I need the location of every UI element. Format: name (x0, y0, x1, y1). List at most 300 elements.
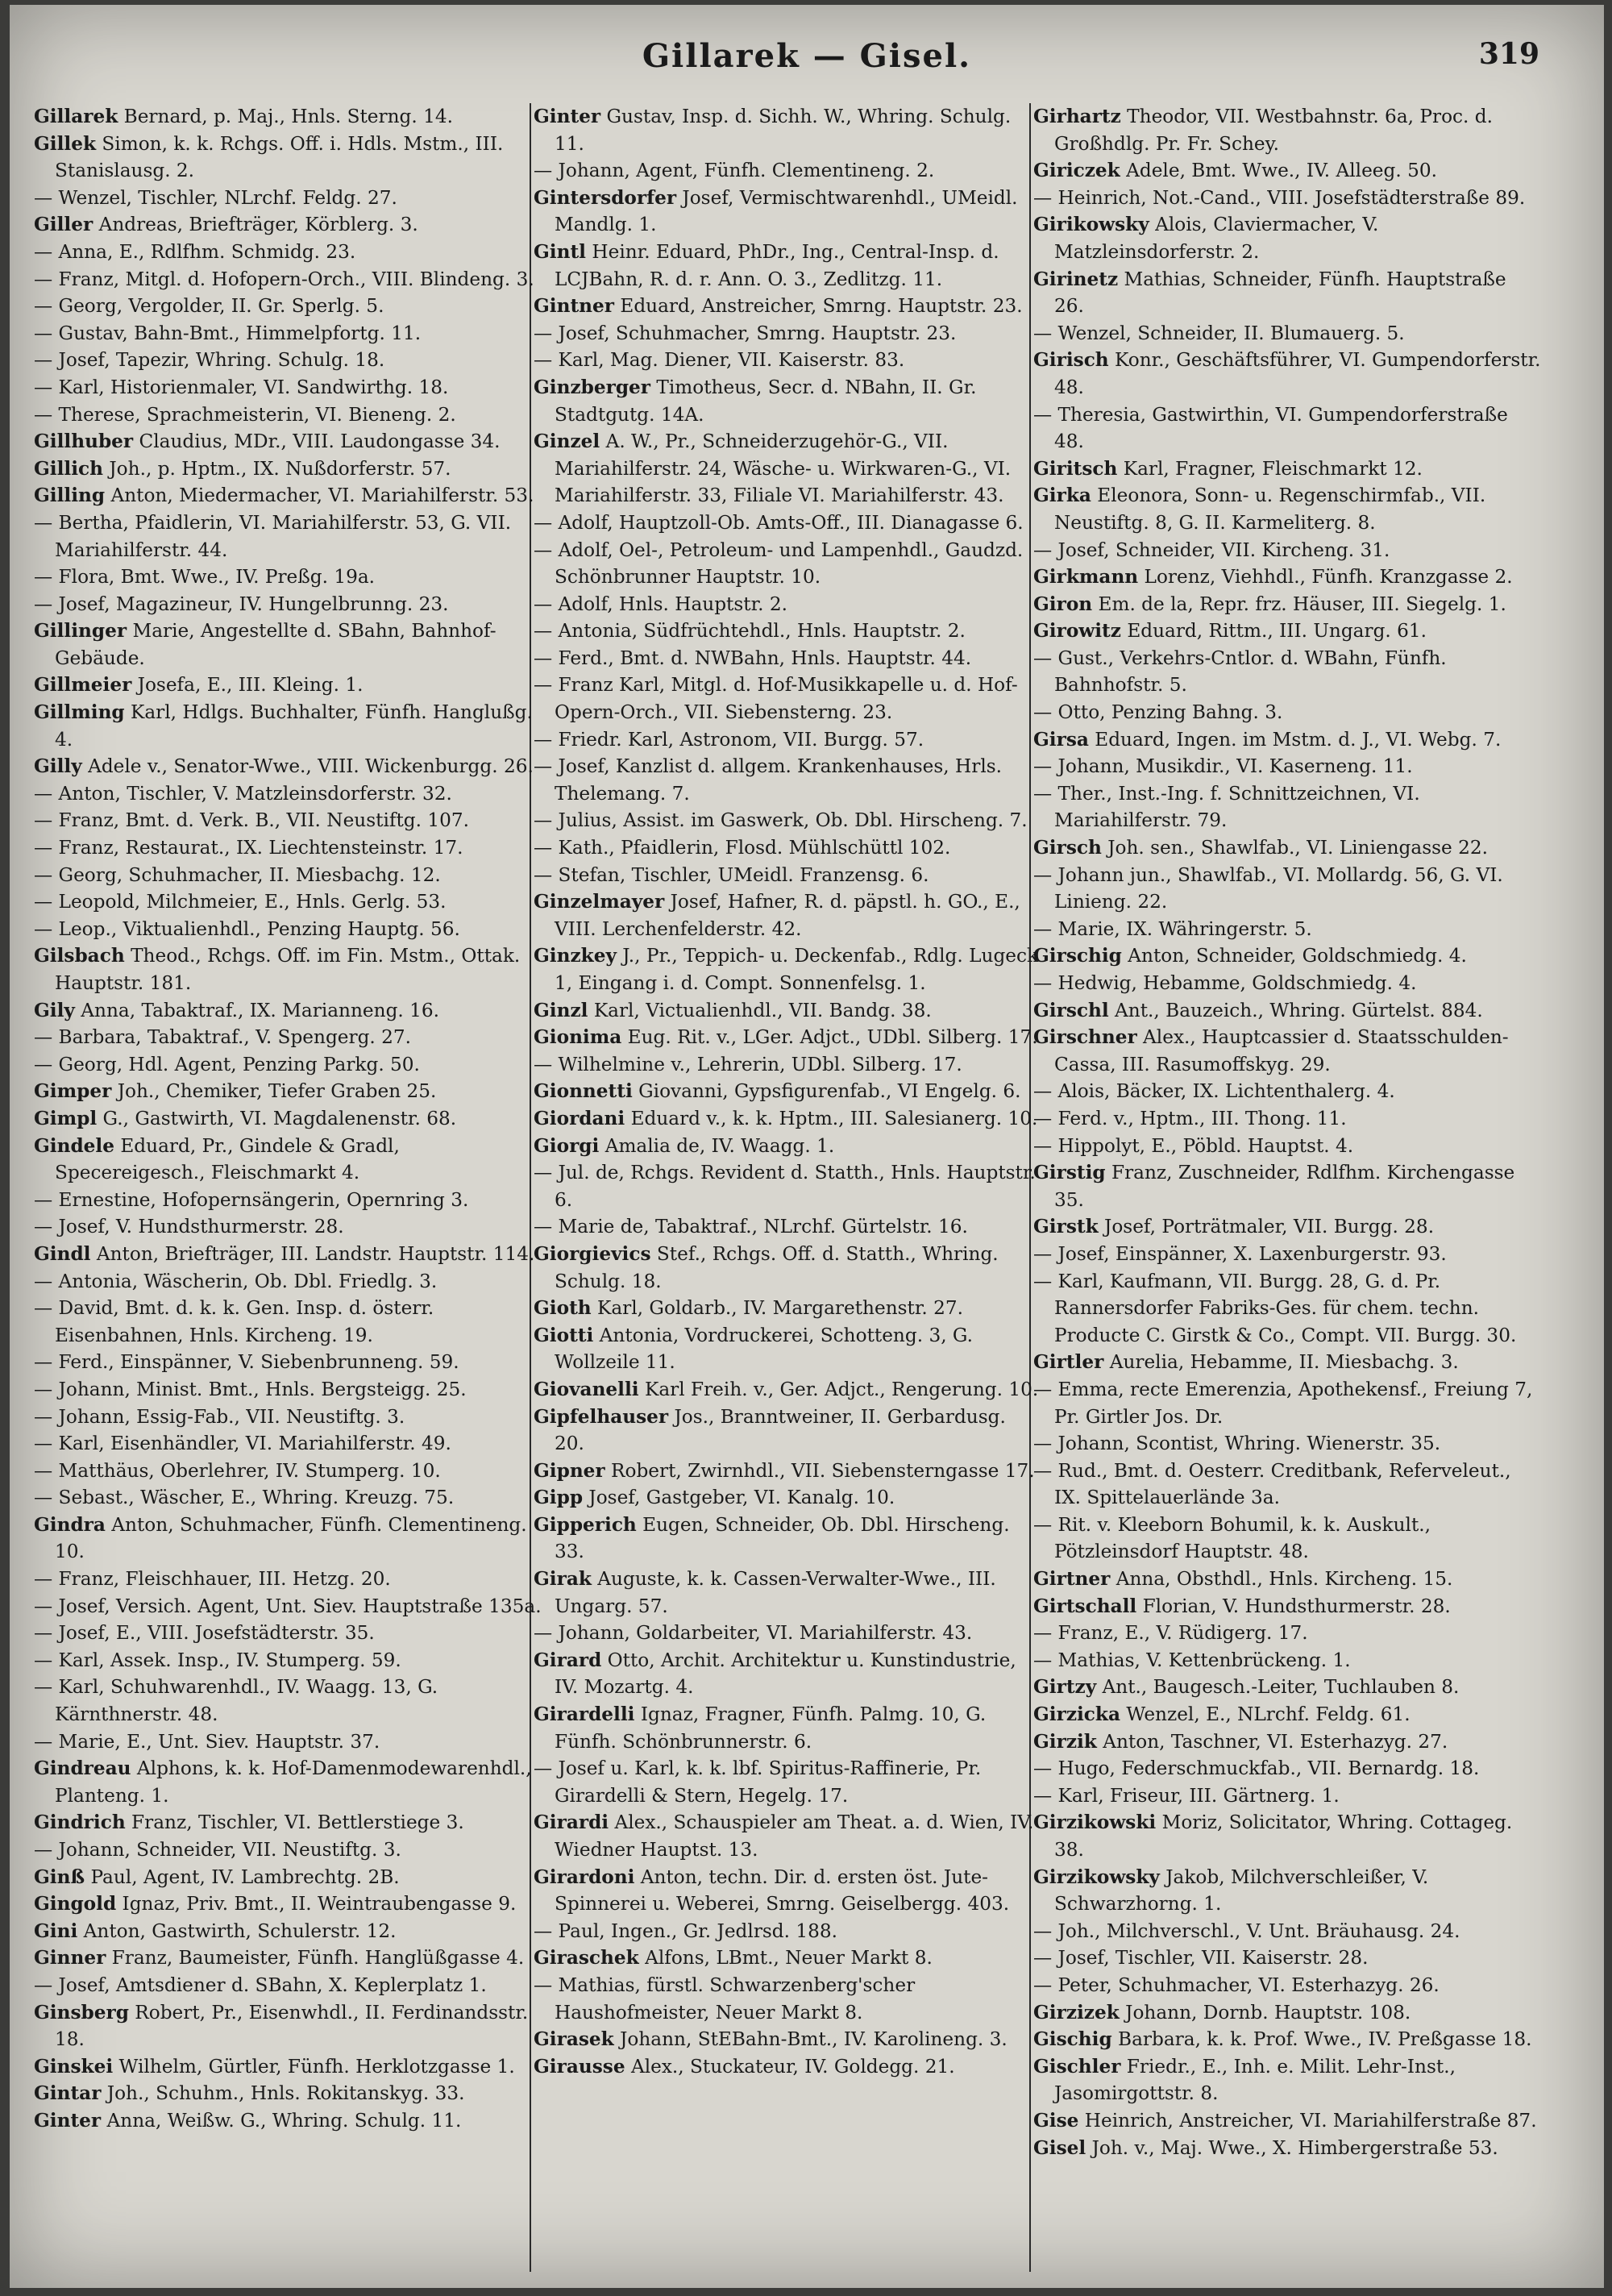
entry-details: Lorenz, Viehhdl., Fünfh. Kranzgasse 2. (1138, 566, 1513, 589)
entry-details: — Franz, Fleischhauer, III. Hetzg. 20. (34, 1568, 391, 1591)
entry-details: Karl, Goldarb., IV. Margarethenstr. 27. (591, 1297, 964, 1320)
directory-entry (534, 1159, 1041, 1213)
entry-surname: Girardelli (534, 1703, 635, 1726)
entry-details: — Ernestine, Hofopernsängerin, Opernring 3. (34, 1188, 469, 1211)
directory-entry (34, 1051, 542, 1079)
entry-details: — Marie, E., Unt. Siev. Hauptstr. 37. (34, 1730, 380, 1753)
entry-details: — Adolf, Hnls. Hauptstr. 2. (534, 593, 787, 615)
directory-entry (34, 455, 542, 483)
entry-surname: Girzikowsky (1033, 1866, 1160, 1888)
directory-entry (34, 266, 542, 293)
entry-surname: Girausse (534, 2055, 625, 2078)
directory-entry (534, 510, 1041, 537)
directory-entry (34, 1620, 542, 1647)
entry-details: — Stefan, Tischler, UMeidl. Franzensg. 6. (534, 863, 929, 886)
entry-details: — Karl, Kaufmann, VII. Burgg. 28, G. d. Pr. Rannersdorfer Fabriks-Ges. für chem. techn. Producte C. Girstk & Co., Compt. VII. Burgg. 30. (1033, 1270, 1517, 1346)
entry-details: — Marie, IX. Währingerstr. 5. (1033, 917, 1312, 940)
entry-surname: Girtschall (1033, 1595, 1137, 1617)
directory-entry (534, 157, 1041, 185)
entry-surname: Gily (34, 999, 75, 1021)
entry-surname: Gipfelhauser (534, 1405, 669, 1428)
entry-details: — Alois, Bäcker, IX. Lichtenthalerg. 4. (1033, 1080, 1395, 1103)
column-1 (34, 103, 542, 2135)
directory-entry (1033, 1701, 1541, 1728)
entry-details: — Theresia, Gastwirthin, VI. Gumpendorferstraße 48. (1033, 403, 1508, 453)
directory-entry (534, 862, 1041, 889)
entry-surname: Gilling (34, 485, 106, 507)
directory-entry (534, 239, 1041, 293)
entry-details: Joh., p. Hptm., IX. Nußdorferstr. 57. (103, 457, 451, 480)
directory-entry (534, 726, 1041, 754)
directory-entry (534, 591, 1041, 618)
entry-surname: Ginzl (534, 999, 588, 1021)
directory-entry (34, 428, 542, 455)
directory-entry (34, 1593, 542, 1620)
entry-details: Eduard, Pr., Gindele & Gradl, Specereigesch., Fleischmarkt 4. (55, 1134, 400, 1184)
entry-surname: Gingold (34, 1893, 117, 1915)
directory-entry (534, 1620, 1041, 1647)
entry-details: Bernard, p. Maj., Hnls. Sterng. 14. (118, 106, 454, 127)
entry-surname: Girinetz (1033, 268, 1119, 290)
entry-surname: Gimper (34, 1080, 112, 1103)
directory-entry (1033, 185, 1541, 212)
directory-entry (34, 2080, 542, 2107)
entry-details: Alex., Stuckateur, IV. Goldegg. 21. (625, 2055, 955, 2078)
directory-entry (1033, 862, 1541, 916)
directory-entry (1033, 1999, 1541, 2027)
entry-details: Johann, Dornb. Hauptstr. 108. (1119, 2001, 1411, 2024)
entry-details: — Julius, Assist. im Gaswerk, Ob. Dbl. Hirscheng. 7. (534, 809, 1028, 832)
directory-entry (1033, 1918, 1541, 1945)
directory-entry (1033, 157, 1541, 185)
directory-entry (1033, 1213, 1541, 1241)
entry-details: Anton, techn. Dir. d. ersten öst. Jute-Spinnerei u. Weberei, Smrng. Geiselbergg. 403. (555, 1866, 1010, 1915)
entry-surname: Ginsberg (34, 2001, 129, 2024)
entry-surname: Gionima (534, 1026, 622, 1049)
directory-entry (534, 942, 1041, 996)
entry-details: — Josef, Magazineur, IV. Hungelbrunng. 23. (34, 593, 449, 615)
entry-details: — Flora, Bmt. Wwe., IV. Preßg. 19a. (34, 566, 376, 589)
entry-details: Alfons, LBmt., Neuer Markt 8. (638, 1947, 933, 1969)
entry-surname: Gindra (34, 1513, 106, 1536)
entry-details: Robert, Pr., Eisenwhdl., II. Ferdinandsstr. 18. (55, 2001, 529, 2051)
entry-surname: Girkmann (1033, 566, 1139, 589)
entry-details: Anna, Weißw. G., Whring. Schulg. 11. (101, 2109, 462, 2132)
entry-details: — Leop., Viktualienhdl., Penzing Hauptg. 56. (34, 917, 460, 940)
entry-details: Johann, StEBahn-Bmt., IV. Karolineng. 3. (613, 2028, 1008, 2051)
entry-details: — Therese, Sprachmeisterin, VI. Bieneng. 2. (34, 403, 456, 426)
entry-details: — Sebast., Wäscher, E., Whring. Kreuzg. 75. (34, 1487, 455, 1509)
entry-surname: Ginskei (34, 2055, 114, 2078)
entry-surname: Ginzelmayer (534, 891, 665, 913)
entry-surname: Gioth (534, 1297, 592, 1320)
directory-entry (34, 2107, 542, 2135)
entry-details: Aurelia, Hebamme, II. Miesbachg. 3. (1103, 1351, 1459, 1374)
entry-details: — Franz Karl, Mitgl. d. Hof-Musikkapelle u. d. Hof-Opern-Orch., VII. Siebensterng. 23. (534, 674, 1018, 724)
entry-details: Adele v., Senator-Wwe., VIII. Wickenburgg. 26. (81, 755, 534, 778)
directory-entry (1033, 1755, 1541, 1782)
directory-entry (1033, 320, 1541, 347)
entry-surname: Girzizek (1033, 2001, 1120, 2024)
directory-entry (1033, 1241, 1541, 1268)
entry-details: — Josef u. Karl, k. k. lbf. Spiritus-Raffinerie, Pr. Girardelli & Stern, Hegelg. 17. (534, 1757, 982, 1807)
column-3 (1033, 103, 1541, 2161)
directory-entry (1033, 537, 1541, 564)
entry-details: Anna, Obsthdl., Hnls. Kircheng. 15. (1110, 1568, 1453, 1591)
directory-entry (534, 1701, 1041, 1755)
directory-entry (534, 1241, 1041, 1295)
entry-surname: Giron (1033, 593, 1093, 615)
directory-entry (34, 1945, 542, 1972)
directory-entry (534, 1322, 1041, 1376)
entry-surname: Girka (1033, 485, 1091, 507)
directory-entry (534, 1024, 1041, 1051)
entry-details: Amalia de, IV. Waagg. 1. (599, 1134, 835, 1157)
entry-details: — Mathias, fürstl. Schwarzenberg'scher Haushofmeister, Neuer Markt 8. (534, 1974, 916, 2024)
entry-surname: Gischler (1033, 2055, 1121, 2078)
directory-entry (1033, 2107, 1541, 2135)
entry-details: Ant., Baugesch.-Leiter, Tuchlauben 8. (1096, 1676, 1460, 1699)
entry-details: Josef, Gastgeber, VI. Kanalg. 10. (583, 1487, 895, 1509)
directory-entry (534, 1078, 1041, 1105)
entry-details: Mathias, Schneider, Fünfh. Hauptstraße 26. (1054, 268, 1506, 318)
entry-details: — Anna, E., Rdlfhm. Schmidg. 23. (34, 240, 356, 263)
entry-surname: Gintar (34, 2082, 102, 2105)
entry-details: — Johann, Schneider, VII. Neustiftg. 3. (34, 1839, 401, 1861)
directory-entry (34, 1484, 542, 1512)
entry-surname: Ginzkey (534, 945, 617, 967)
entry-details: Ignaz, Priv. Bmt., II. Weintraubengasse 9. (116, 1893, 517, 1915)
directory-entry (34, 482, 542, 510)
entry-details: — Kath., Pfaidlerin, Flosd. Mühlschüttl 102. (534, 837, 951, 859)
entry-details: Josef, Vermischtwarenhdl., UMeidl. Mandlg. 1. (555, 186, 1018, 236)
directory-entry (34, 1349, 542, 1376)
directory-entry (534, 1918, 1041, 1945)
entry-details: — Karl, Historienmaler, VI. Sandwirthg. 18. (34, 376, 449, 398)
entry-surname: Gionnetti (534, 1080, 633, 1103)
entry-details: — Gustav, Bahn-Bmt., Himmelpfortg. 11. (34, 322, 422, 344)
directory-entry (534, 1105, 1041, 1133)
entry-details: — Josef, Amtsdiener d. SBahn, X. Keplerplatz 1. (34, 1974, 487, 1996)
directory-entry (534, 428, 1041, 510)
entry-surname: Gipperich (534, 1513, 637, 1536)
directory-entry (1033, 699, 1541, 726)
entry-surname: Gipp (534, 1487, 584, 1509)
entry-surname: Gini (34, 1920, 78, 1942)
entry-details: Timotheus, Secr. d. NBahn, II. Gr. Stadtgutg. 14A. (555, 376, 977, 426)
entry-details: Anton, Briefträger, III. Landstr. Hauptstr. 114. (90, 1242, 535, 1265)
directory-entry (534, 807, 1041, 834)
entry-details: — Bertha, Pfaidlerin, VI. Mariahilferstr. 53, G. VII. Mariahilferstr. 44. (34, 511, 512, 561)
entry-details: — Heinrich, Not.-Cand., VIII. Josefstädterstraße 89. (1033, 186, 1526, 209)
directory-entry (1033, 970, 1541, 997)
directory-entry (34, 1512, 542, 1566)
directory-entry (534, 537, 1041, 591)
entry-details: — Adolf, Oel-, Petroleum- und Lampenhdl., Gaudzd. Schönbrunner Hauptstr. 10. (534, 539, 1024, 589)
directory-entry (34, 320, 542, 347)
entry-details: — Georg, Schuhmacher, II. Miesbachg. 12. (34, 863, 441, 886)
entry-surname: Girtler (1033, 1351, 1104, 1374)
entry-details: Anton, Schuhmacher, Fünfh. Clementineng. 10. (55, 1513, 527, 1563)
entry-surname: Gisel (1033, 2136, 1086, 2159)
entry-details: Giovanni, Gypsfigurenfab., VI Engelg. 6. (632, 1080, 1021, 1103)
directory-entry (34, 1647, 542, 1674)
entry-details: — Otto, Penzing Bahng. 3. (1033, 701, 1283, 724)
directory-entry (1033, 1105, 1541, 1133)
directory-entry (1033, 834, 1541, 862)
entry-details: — Barbara, Tabaktraf., V. Spengerg. 27. (34, 1026, 412, 1049)
directory-entry (34, 1213, 542, 1241)
directory-entry (534, 1051, 1041, 1079)
entry-surname: Girisch (1033, 349, 1109, 372)
running-head: Gillarek — Gisel. (642, 37, 972, 75)
directory-entry (34, 1187, 542, 1214)
directory-entry (1033, 591, 1541, 618)
entry-surname: Gintner (534, 295, 615, 318)
entry-details: Theodor, VII. Westbahnstr. 6a, Proc. d. Großhdlg. Pr. Fr. Schey. (1054, 106, 1493, 155)
directory-entry (1033, 942, 1541, 970)
directory-entry (1033, 1133, 1541, 1160)
entry-details: Karl, Victualienhdl., VII. Bandg. 38. (588, 999, 932, 1021)
directory-entry (534, 374, 1041, 428)
directory-entry (534, 1809, 1041, 1863)
directory-entry (1033, 1268, 1541, 1350)
directory-entry (34, 1674, 542, 1728)
entry-details: Anton, Schneider, Goldschmiedg. 4. (1121, 945, 1467, 967)
entry-details: — Paul, Ingen., Gr. Jedlrsd. 188. (534, 1920, 838, 1942)
entry-details: — Wenzel, Schneider, II. Blumauerg. 5. (1033, 322, 1405, 344)
entry-details: Joh. sen., Shawlfab., VI. Liniengasse 22. (1101, 837, 1488, 859)
entry-details: Anton, Gastwirth, Schulerstr. 12. (77, 1920, 397, 1942)
entry-details: — Johann, Essig-Fab., VII. Neustiftg. 3. (34, 1405, 405, 1428)
entry-details: Alois, Claviermacher, V. Matzleinsdorferstr. 2. (1054, 214, 1379, 263)
directory-entry (34, 103, 542, 131)
entry-details: — Josef, Kanzlist d. allgem. Krankenhauses, Hrls. Thelemang. 7. (534, 755, 1003, 805)
entry-details: — Karl, Friseur, III. Gärtnerg. 1. (1033, 1784, 1340, 1807)
entry-details: — Hedwig, Hebamme, Goldschmiedg. 4. (1033, 972, 1417, 994)
directory-entry (1033, 266, 1541, 320)
entry-details: Jakob, Milchverschleißer, V. Schwarzhorng. 1. (1054, 1866, 1429, 1915)
entry-details: Ant., Bauzeich., Whring. Gürtelst. 884. (1108, 999, 1483, 1021)
entry-details: Heinr. Eduard, PhDr., Ing., Central-Insp. d. LCJBahn, R. d. r. Ann. O. 3., Zedlitzg. 11. (555, 240, 999, 290)
entry-details: Joh. v., Maj. Wwe., X. Himbergerstraße 53. (1086, 2136, 1498, 2159)
directory-entry (1033, 780, 1541, 834)
directory-entry (34, 834, 542, 862)
entry-details: — Emma, recte Emerenzia, Apothekensf., Freiung 7, Pr. Girtler Jos. Dr. (1033, 1378, 1533, 1428)
directory-entry (34, 185, 542, 212)
entry-details: Claudius, MDr., VIII. Laudongasse 34. (133, 430, 501, 453)
entry-details: — Josef, Schuhmacher, Smrng. Hauptstr. 23. (534, 322, 957, 344)
entry-details: — Antonia, Wäscherin, Ob. Dbl. Friedlg. 3. (34, 1270, 438, 1292)
directory-entry (1033, 482, 1541, 536)
directory-entry (1033, 1566, 1541, 1593)
entry-surname: Gillinger (34, 620, 127, 643)
entry-surname: Girsa (1033, 728, 1089, 751)
directory-entry (34, 564, 542, 591)
directory-entry (534, 645, 1041, 672)
directory-entry (34, 1078, 542, 1105)
directory-entry (34, 2053, 542, 2081)
entry-details: — Josef, Tapezir, Whring. Schulg. 18. (34, 349, 385, 372)
entry-surname: Gintl (534, 240, 586, 263)
directory-entry (34, 1268, 542, 1296)
entry-details: — Josef, E., VIII. Josefstädterstr. 35. (34, 1622, 375, 1645)
directory-entry (1033, 997, 1541, 1025)
entry-details: — Franz, Restaurat., IX. Liechtensteinstr. 17. (34, 837, 463, 859)
entry-details: G., Gastwirth, VI. Magdalenenstr. 68. (97, 1107, 457, 1129)
entry-details: — Rud., Bmt. d. Oesterr. Creditbank, Referveleut., IX. Spittelauerlände 3a. (1033, 1459, 1511, 1509)
entry-details: — Antonia, Südfrüchtehdl., Hnls. Hauptstr. 2. (534, 620, 966, 643)
directory-entry (34, 131, 542, 185)
directory-entry (34, 672, 542, 699)
entry-details: — Joh., Milchverschl., V. Unt. Bräuhausg. 24. (1033, 1920, 1460, 1942)
directory-entry (34, 699, 542, 753)
entry-surname: Gindrich (34, 1811, 126, 1834)
entry-details: Paul, Agent, IV. Lambrechtg. 2B. (85, 1866, 400, 1888)
directory-entry (34, 1566, 542, 1593)
directory-entry (1033, 2026, 1541, 2053)
entry-details: — Anton, Tischler, V. Matzleinsdorferstr. 32. (34, 782, 452, 805)
entry-details: — Jul. de, Rchgs. Revident d. Statth., Hnls. Hauptstr. 6. (534, 1162, 1036, 1211)
entry-details: Anna, Tabaktraf., IX. Marianneng. 16. (74, 999, 440, 1021)
directory-entry (34, 1241, 542, 1268)
directory-entry (1033, 618, 1541, 645)
entry-surname: Giritsch (1033, 457, 1118, 480)
entry-details: Eduard, Anstreicher, Smrng. Hauptstr. 23. (614, 295, 1023, 318)
entry-surname: Gipner (534, 1459, 605, 1482)
directory-entry (34, 1376, 542, 1404)
entry-details: — Georg, Hdl. Agent, Penzing Parkg. 50. (34, 1053, 420, 1075)
directory-entry (34, 780, 542, 808)
entry-surname: Gindreau (34, 1757, 131, 1780)
entry-surname: Girardi (534, 1811, 609, 1834)
entry-surname: Girtzy (1033, 1676, 1097, 1699)
directory-entry (34, 1404, 542, 1431)
directory-entry (1033, 916, 1541, 943)
entry-details: — Hippolyt, E., Pöbld. Hauptst. 4. (1033, 1134, 1354, 1157)
directory-entry (34, 347, 542, 374)
entry-details: Josef, Porträtmaler, VII. Burgg. 28. (1098, 1216, 1435, 1238)
entry-surname: Giriczek (1033, 160, 1120, 182)
directory-entry (34, 807, 542, 834)
directory-entry (1033, 2053, 1541, 2107)
entry-details: — Franz, E., V. Rüdigerg. 17. (1033, 1622, 1308, 1645)
entry-surname: Girschner (1033, 1026, 1137, 1049)
directory-entry (34, 1972, 542, 1999)
directory-entry (534, 1647, 1041, 1701)
entry-surname: Girstig (1033, 1162, 1106, 1184)
directory-entry (34, 1728, 542, 1756)
entry-details: — Johann, Scontist, Whring. Wienerstr. 35. (1033, 1433, 1441, 1455)
entry-details: Franz, Zuschneider, Rdlfhm. Kirchengasse 35. (1054, 1162, 1515, 1211)
directory-entry (534, 1458, 1041, 1485)
entry-details: — Josef, Einspänner, X. Laxenburgerstr. 93. (1033, 1242, 1447, 1265)
entry-details: Otto, Archit. Architektur u. Kunstindustrie, IV. Mozartg. 4. (555, 1649, 1016, 1699)
entry-details: — Ferd., Bmt. d. NWBahn, Hnls. Hauptstr. 44. (534, 647, 972, 669)
entry-surname: Girikowsky (1033, 214, 1149, 236)
entry-details: — Franz, Bmt. d. Verk. B., VII. Neustiftg. 107. (34, 809, 469, 832)
entry-surname: Ginß (34, 1866, 85, 1888)
entry-surname: Girardoni (534, 1866, 635, 1888)
entry-surname: Gillmeier (34, 674, 132, 697)
directory-entry (534, 1404, 1041, 1458)
entry-surname: Gimpl (34, 1107, 98, 1129)
entry-details: Konr., Geschäftsführer, VI. Gumpendorferstr. 48. (1054, 349, 1541, 398)
directory-entry (34, 1755, 542, 1809)
directory-entry (534, 320, 1041, 347)
entry-details: — Johann jun., Shawlfab., VI. Mollardg. 56, G. VI. Linieng. 22. (1033, 863, 1503, 913)
entry-details: Friedr., E., Inh. e. Milit. Lehr-Inst., Jasomirgottstr. 8. (1054, 2055, 1456, 2105)
entry-surname: Girschl (1033, 999, 1109, 1021)
entry-details: Simon, k. k. Rchgs. Off. i. Hdls. Mstm., III. Stanislausg. 2. (55, 132, 504, 182)
entry-details: Anton, Miedermacher, VI. Mariahilferstr. 53. (105, 485, 534, 507)
directory-entry (534, 1295, 1041, 1322)
entry-details: Marie, Angestellte d. SBahn, Bahnhof-Gebäude. (55, 620, 496, 669)
directory-entry (1033, 1349, 1541, 1376)
directory-entry (34, 1918, 542, 1945)
directory-entry (534, 753, 1041, 807)
entry-surname: Ginter (534, 106, 601, 127)
entry-details: — Gust., Verkehrs-Cntlor. d. WBahn, Fünfh. Bahnhofstr. 5. (1033, 647, 1447, 697)
entry-details: — David, Bmt. d. k. k. Gen. Insp. d. österr. Eisenbahnen, Hnls. Kircheng. 19. (34, 1297, 434, 1346)
directory-entry (1033, 1809, 1541, 1863)
entry-details: Em. de la, Repr. frz. Häuser, III. Siegelg. 1. (1092, 593, 1506, 615)
entry-surname: Giotti (534, 1324, 594, 1346)
entry-details: Andreas, Briefträger, Körblerg. 3. (93, 214, 418, 236)
directory-entry (34, 888, 542, 916)
entry-surname: Giovanelli (534, 1378, 639, 1400)
entry-surname: Gindele (34, 1134, 114, 1157)
directory-entry (34, 1809, 542, 1836)
directory-entry (34, 942, 542, 996)
entry-details: — Franz, Mitgl. d. Hofopern-Orch., VIII. Blindeng. 3. (34, 268, 534, 290)
directory-entry (534, 618, 1041, 645)
entry-details: Barbara, k. k. Prof. Wwe., IV. Preßgasse 18. (1111, 2028, 1532, 2051)
page-header (10, 37, 1604, 85)
entry-details: Eduard, Rittm., III. Ungarg. 61. (1120, 620, 1427, 643)
directory-entry (534, 1755, 1041, 1809)
directory-entry (34, 510, 542, 564)
directory-entry (1033, 1620, 1541, 1647)
entry-details: Eduard v., k. k. Hptm., III. Salesianerg. 10. (625, 1107, 1038, 1129)
directory-entry (534, 1945, 1041, 1972)
entry-surname: Girak (534, 1568, 592, 1591)
directory-entry (534, 888, 1041, 942)
entry-details: Eduard, Ingen. im Mstm. d. J., VI. Webg. 7. (1088, 728, 1502, 751)
entry-surname: Giorgievics (534, 1242, 651, 1265)
entry-details: Jos., Branntweiner, II. Gerbardusg. 20. (555, 1405, 1006, 1455)
entry-surname: Giorgi (534, 1134, 600, 1157)
page-number: 319 (1478, 37, 1539, 71)
entry-details: — Johann, Minist. Bmt., Hnls. Bergsteigg. 25. (34, 1378, 467, 1400)
entry-details: — Matthäus, Oberlehrer, IV. Stumperg. 10. (34, 1459, 441, 1482)
directory-entry (534, 1512, 1041, 1566)
entry-details: — Georg, Vergolder, II. Gr. Sperlg. 5. (34, 295, 384, 318)
entry-surname: Gillhuber (34, 430, 134, 453)
entry-details: Florian, V. Hundsthurmerstr. 28. (1136, 1595, 1451, 1617)
directory-entry (534, 1484, 1041, 1512)
directory-entry (534, 1972, 1041, 2026)
entry-details: — Karl, Assek. Insp., IV. Stumperg. 59. (34, 1649, 401, 1671)
entry-details: Eugen, Schneider, Ob. Dbl. Hirscheng. 33. (555, 1513, 1010, 1563)
directory-entry (1033, 1376, 1541, 1430)
directory-entry (1033, 1674, 1541, 1701)
entry-details: — Ther., Inst.-Ing. f. Schnittzeichnen, VI. Mariahilferstr. 79. (1033, 782, 1420, 832)
directory-entry (34, 997, 542, 1025)
entry-details: — Rit. v. Kleeborn Bohumil, k. k. Auskult., Pötzleinsdorf Hauptstr. 48. (1033, 1513, 1431, 1563)
entry-details: — Johann, Goldarbeiter, VI. Mariahilferstr. 43. (534, 1622, 973, 1645)
directory-entry (34, 1105, 542, 1133)
